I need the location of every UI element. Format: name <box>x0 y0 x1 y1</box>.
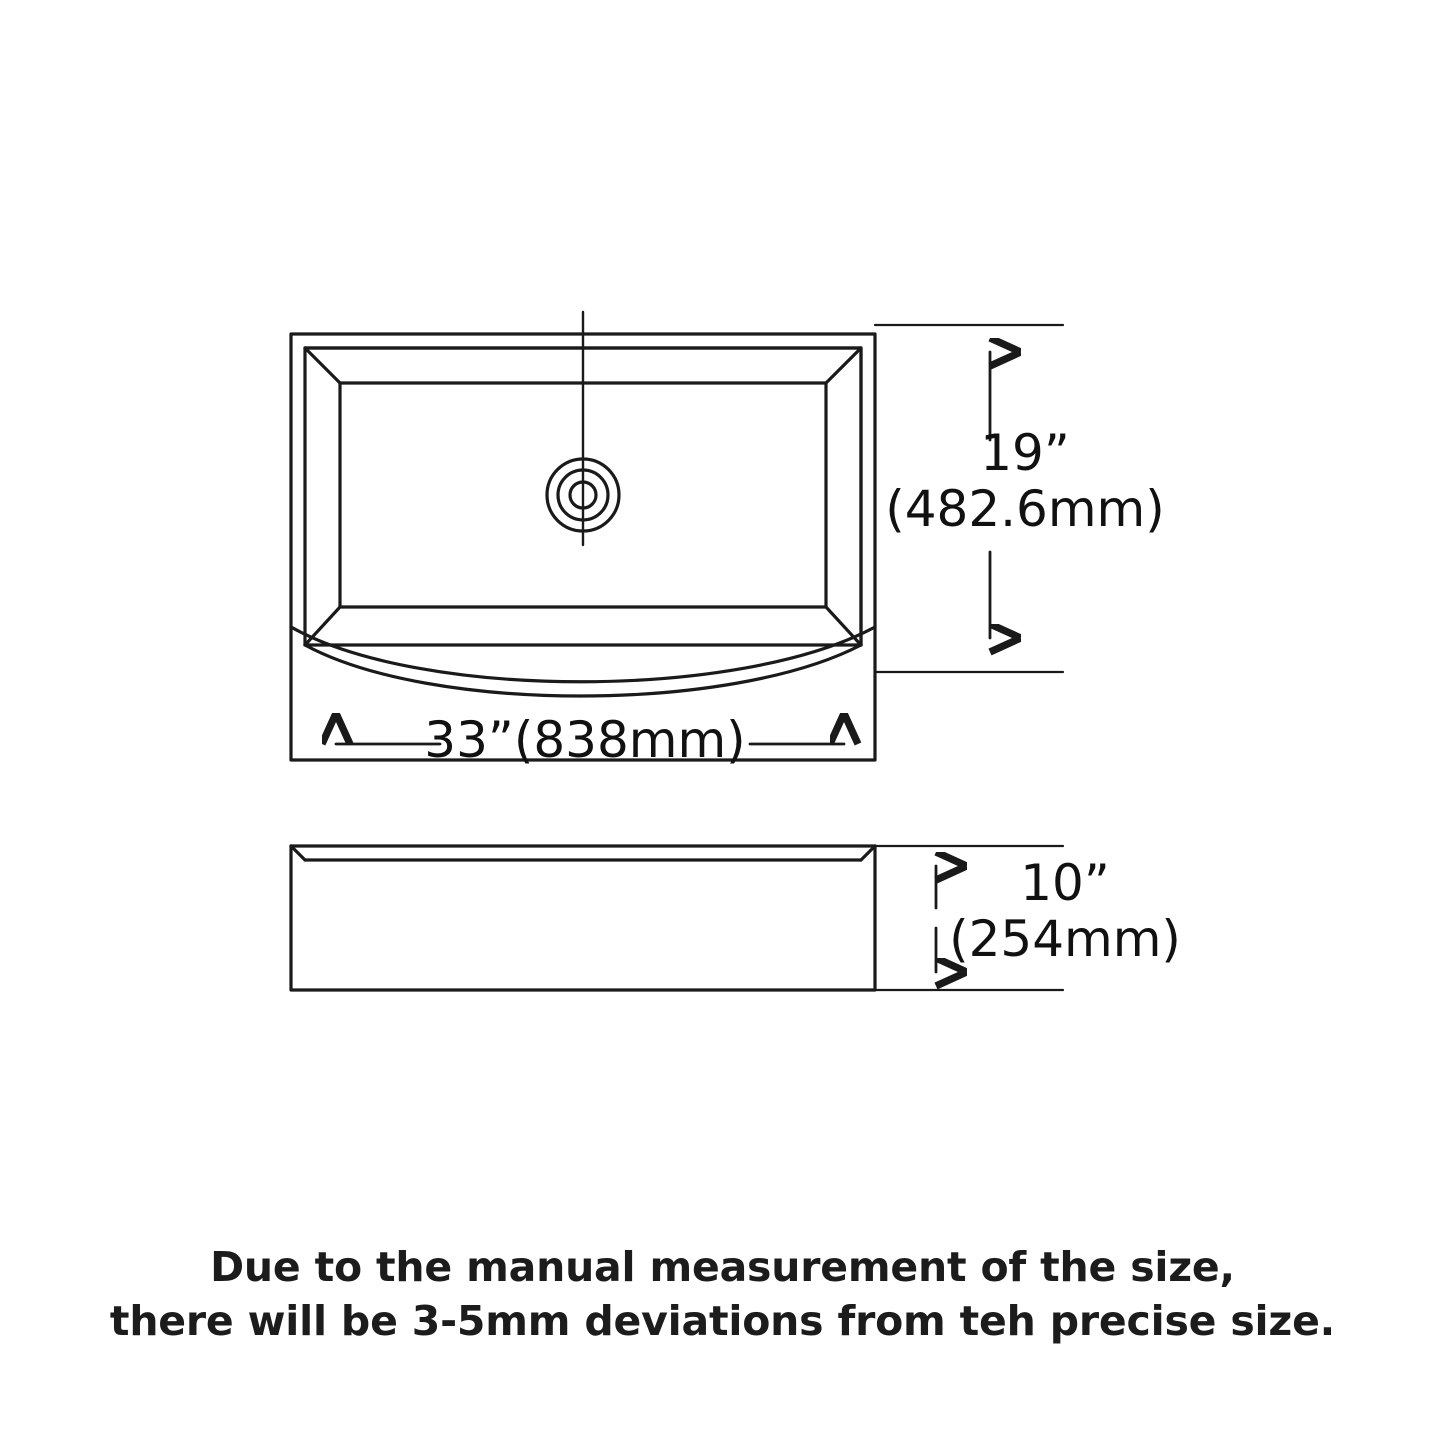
depth-dimension-label <box>940 855 1190 967</box>
disclaimer-line-1: Due to the manual measurement of the size, <box>210 1243 1235 1291</box>
width-dimension-label <box>360 712 810 768</box>
depth-inches-value: 10” <box>1020 854 1110 912</box>
sink-side-view <box>291 846 875 990</box>
height-inches-value: 19” <box>980 424 1070 482</box>
height-mm-value: (482.6mm) <box>885 480 1165 538</box>
depth-mm-value: (254mm) <box>949 910 1181 968</box>
measurement-disclaimer <box>0 1240 1445 1348</box>
height-dimension-label <box>880 425 1170 537</box>
width-value: 33”(838mm) <box>424 711 746 769</box>
disclaimer-line-2: there will be 3-5mm deviations from teh precise size. <box>109 1297 1336 1346</box>
